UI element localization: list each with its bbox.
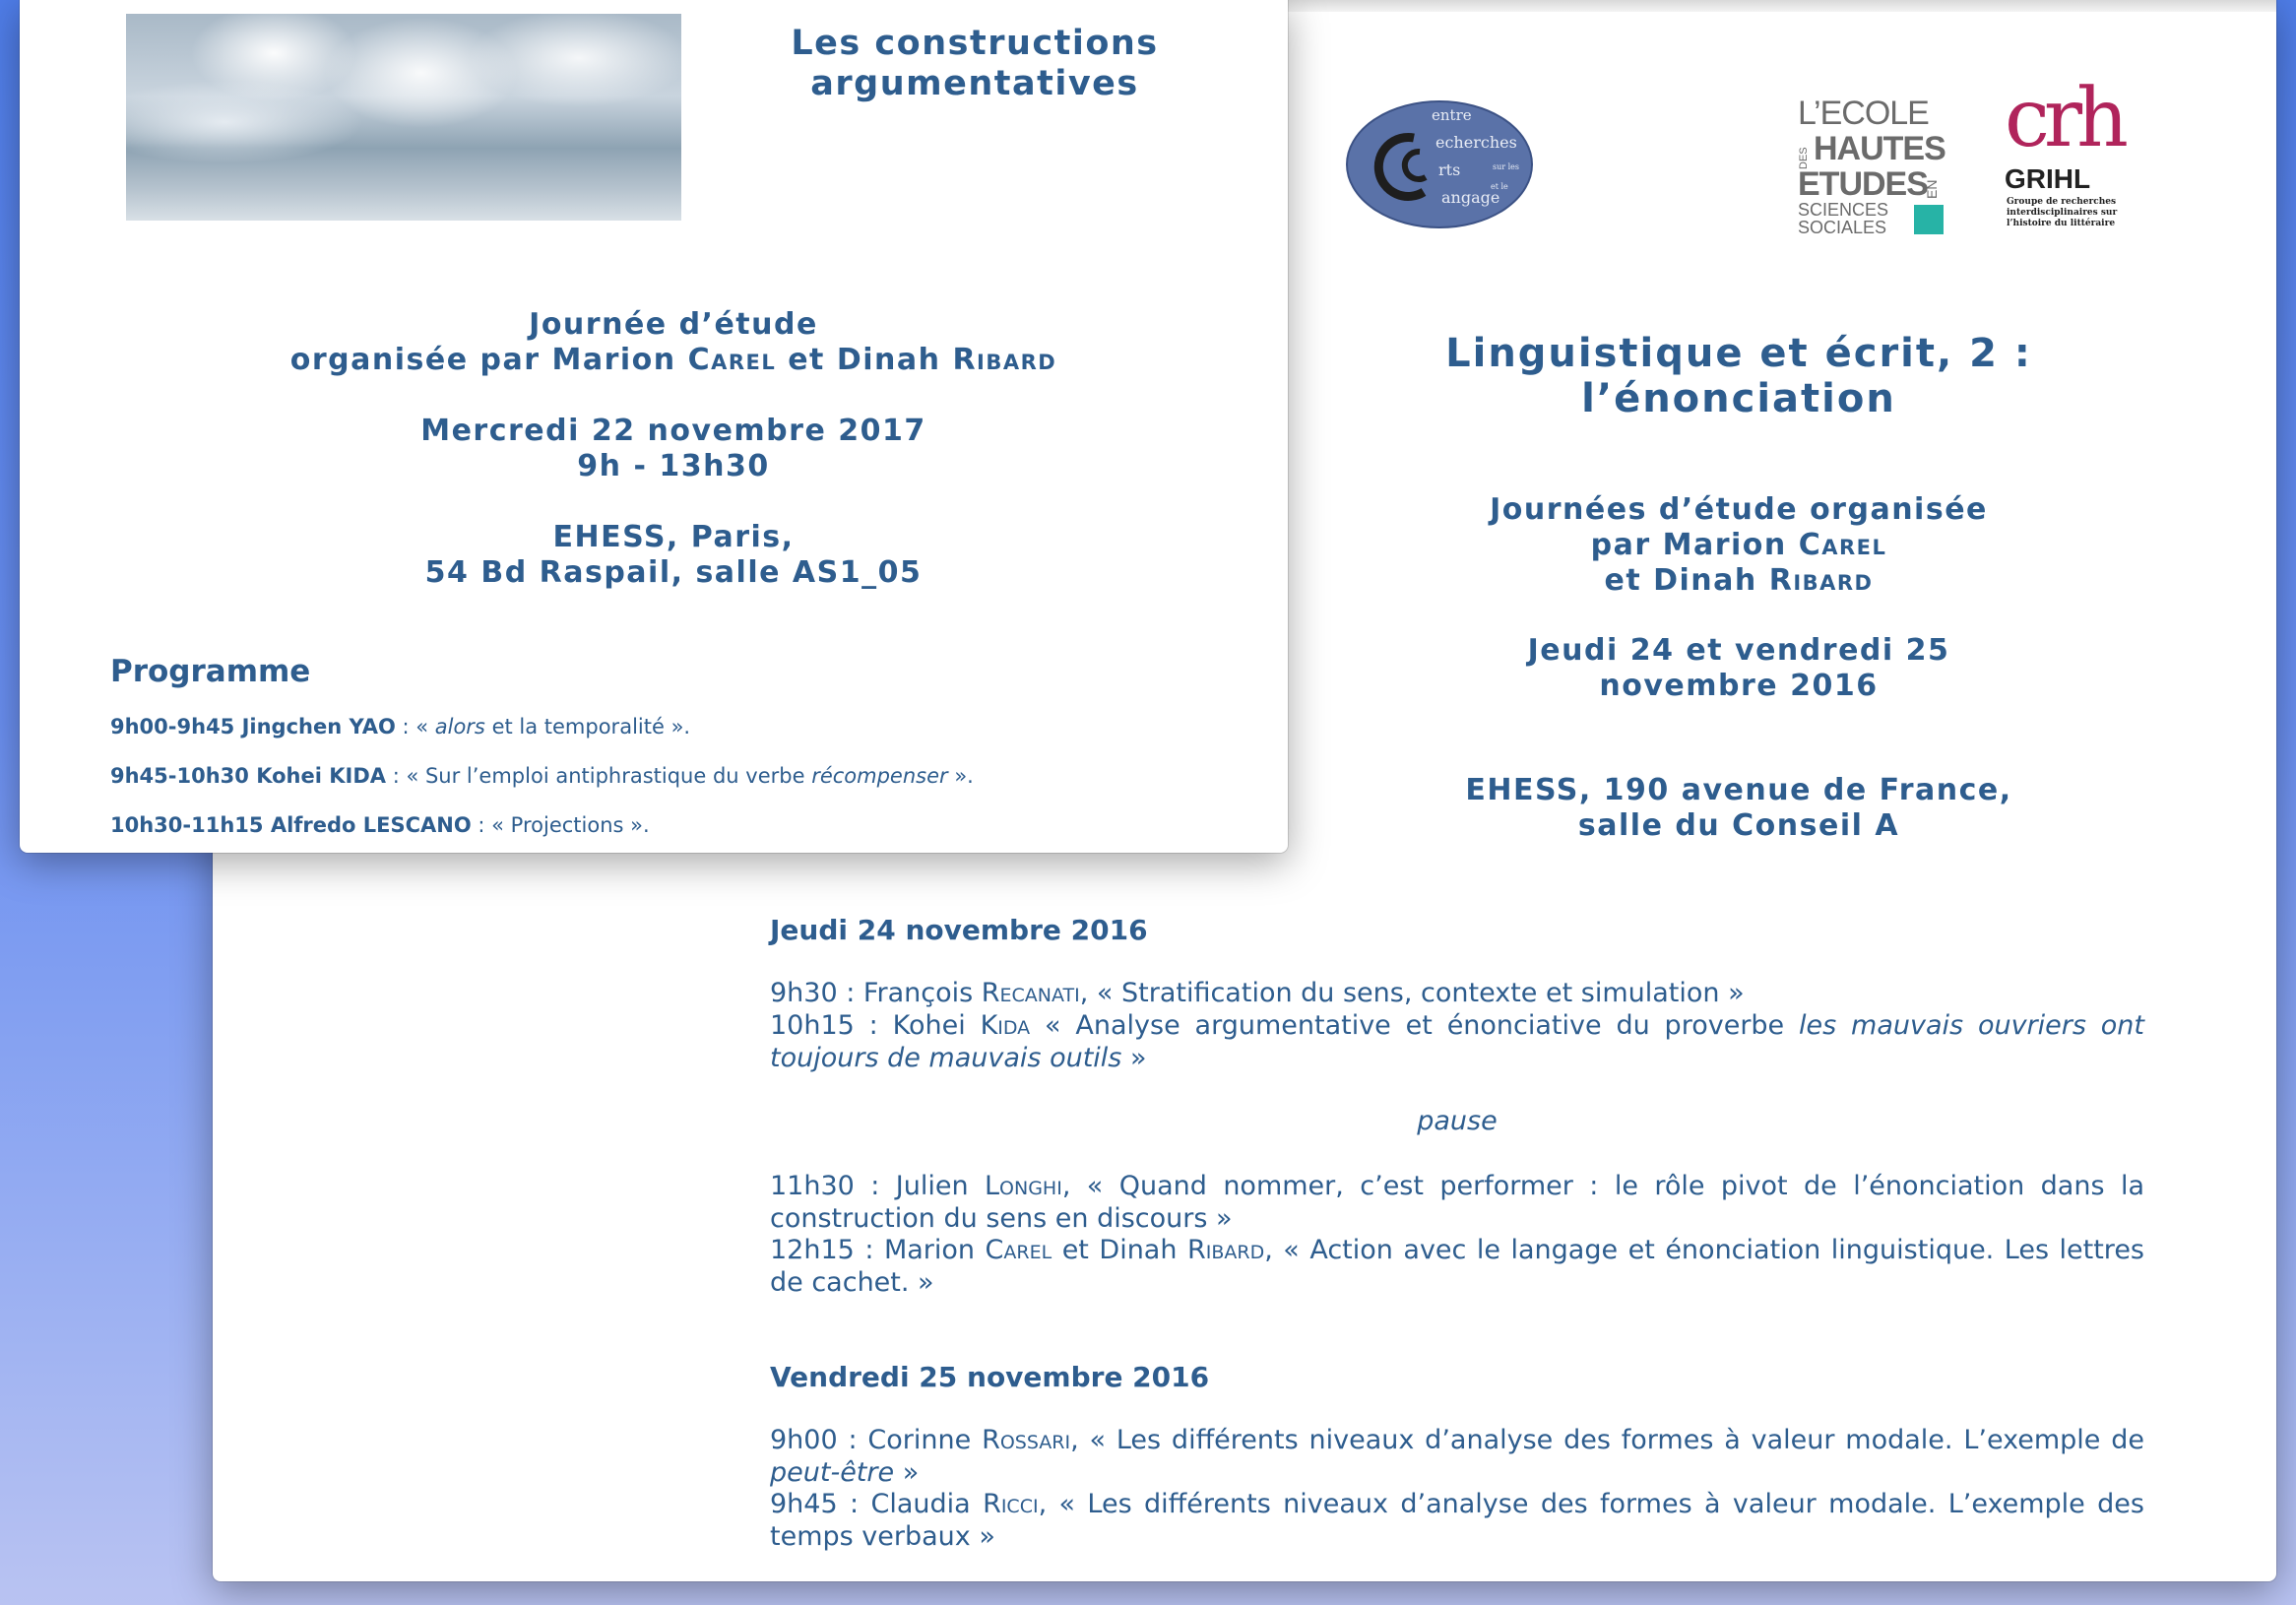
ehess-sciences: SCIENCES (1798, 200, 1889, 220)
event-title (1345, 331, 2133, 421)
event-place (1345, 773, 2133, 844)
organizers-line3 (1345, 563, 2133, 599)
peut-etre-italic: peut-être (770, 1457, 895, 1488)
programme-heading: Programme (110, 654, 311, 689)
event-place-line2: salle du Conseil A (1577, 808, 1900, 843)
day1-talk-3: 11h30 : Julien Longhi, « Quand nommer, c’est performer : le rôle pivot de l’énonciation dans la construction du sens en discours » (770, 1171, 2144, 1234)
front-date (118, 414, 1229, 484)
front-date-line2: 9h - 13h30 (577, 449, 770, 483)
crl-text-4: angage (1441, 188, 1500, 207)
front-place-line2: 54 Bd Raspail, salle AS1_05 (424, 555, 923, 590)
day2-talk-2: 9h45 : Claudia Ricci, « Les différents niveaux d’analyse des formes à valeur modale. L’exemple des temps verbaux » (770, 1489, 2144, 1552)
organizers-line2-prefix: par Marion (1590, 528, 1799, 562)
front-title (699, 24, 1250, 104)
day2-title: Vendredi 25 novembre 2016 (770, 1361, 1210, 1393)
event-title-line2: l’énonciation (1581, 376, 1896, 421)
front-title-line1: Les constructions (791, 24, 1159, 63)
programme-item-3: 10h30-11h15 Alfredo LESCANO : « Projections ». (110, 813, 650, 837)
ehess-teal-square (1914, 205, 1944, 234)
front-place-line1: EHESS, Paris, (552, 520, 795, 554)
organizers-line3-prefix: et Dinah (1604, 563, 1769, 598)
ehess-logo (1798, 95, 1944, 240)
ocean-wave-image (126, 14, 681, 221)
programme-item-2: 9h45-10h30 Kohei KIDA : « Sur l’emploi antiphrastique du verbe récompenser ». (110, 764, 974, 788)
grihl-desc-1: Groupe de recherches (2007, 197, 2117, 207)
front-subtitle (118, 307, 1229, 378)
grihl-wordmark: GRIHL (2005, 163, 2091, 194)
speaker-carel: Carel (985, 1235, 1052, 1265)
pause-label: pause (1417, 1106, 1498, 1136)
proverb-italic: les mauvais ouvriers ont toujours de mauvais outils (770, 1010, 2144, 1073)
front-document-window[interactable] (20, 0, 1288, 853)
ehess-en: EN (1924, 179, 1940, 199)
ehess-etudes: ETUDES (1798, 165, 1928, 203)
day1-title: Jeudi 24 novembre 2016 (770, 914, 1148, 946)
grihl-description (2007, 197, 2117, 229)
speaker-rossari: Rossari (982, 1425, 1071, 1455)
event-title-line1: Linguistique et écrit, 2 : (1445, 331, 2032, 376)
front-organizer-carel: Carel (687, 343, 777, 377)
crl-text-1: entre (1432, 106, 1472, 124)
event-date-line1: Jeudi 24 et vendredi 25 (1527, 633, 1950, 668)
grihl-desc-2: interdisciplinaires sur (2007, 208, 2118, 218)
speaker-kida: Kida (980, 1010, 1031, 1041)
crl-text-5: sur les (1493, 162, 1520, 171)
organizer-carel: Carel (1798, 528, 1887, 562)
crl-text-2: echerches (1435, 133, 1517, 152)
ehess-des: DES (1798, 147, 1810, 169)
organizers-line2 (1345, 528, 2133, 563)
event-date-line2: novembre 2016 (1599, 669, 1879, 703)
crl-text-6: et le (1491, 182, 1508, 191)
day1-talk-2: 10h15 : Kohei Kida « Analyse argumentative et énonciative du proverbe les mauvais ouvriers ont toujours de mauvais outils » (770, 1010, 2144, 1073)
speaker-longhi: Longhi (984, 1171, 1062, 1201)
organizer-ribard: Ribard (1768, 563, 1874, 598)
organizers-block (1345, 492, 2133, 599)
speaker-ribard: Ribard (1186, 1235, 1265, 1265)
ehess-sociales: SOCIALES (1798, 218, 1887, 237)
speaker-ricci: Ricci (983, 1489, 1039, 1519)
ehess-hautes: HAUTES (1814, 130, 1945, 167)
day1-talk-1: 9h30 : François Recanati, « Stratification du sens, contexte et simulation » (770, 978, 1745, 1008)
crl-logo (1345, 98, 1534, 230)
front-subtitle-line1: Journée d’étude (529, 307, 818, 342)
front-organizer-ribard: Ribard (952, 343, 1057, 377)
ehess-lecole: L’ECOLE (1798, 95, 1929, 132)
organizers-line1: Journées d’étude organisée (1490, 492, 1988, 527)
event-place-line1: EHESS, 190 avenue de France, (1465, 773, 2012, 807)
day1-talk-4: 12h15 : Marion Carel et Dinah Ribard, « Action avec le langage et énonciation linguistique. Les lettres de cachet. » (770, 1235, 2144, 1298)
front-title-line2: argumentatives (810, 64, 1139, 103)
crl-text-3: rts (1438, 160, 1461, 179)
programme-item-1: 9h00-9h45 Jingchen YAO : « alors et la temporalité ». (110, 715, 691, 738)
front-place (118, 520, 1229, 591)
speaker-recanati: Recanati (981, 978, 1080, 1008)
crh-wordmark: crh (2005, 72, 2123, 165)
front-date-line1: Mercredi 22 novembre 2017 (420, 414, 926, 448)
event-date (1345, 633, 2133, 704)
day2-talk-1: 9h00 : Corinne Rossari, « Les différents niveaux d’analyse des formes à valeur modale. L’exemple de peut-être » (770, 1425, 2144, 1488)
crh-grihl-logo (2005, 72, 2133, 246)
grihl-desc-3: l’histoire du littéraire (2007, 219, 2116, 228)
front-subtitle-line2: organisée par Marion Carel et Dinah Ribard (289, 343, 1057, 377)
